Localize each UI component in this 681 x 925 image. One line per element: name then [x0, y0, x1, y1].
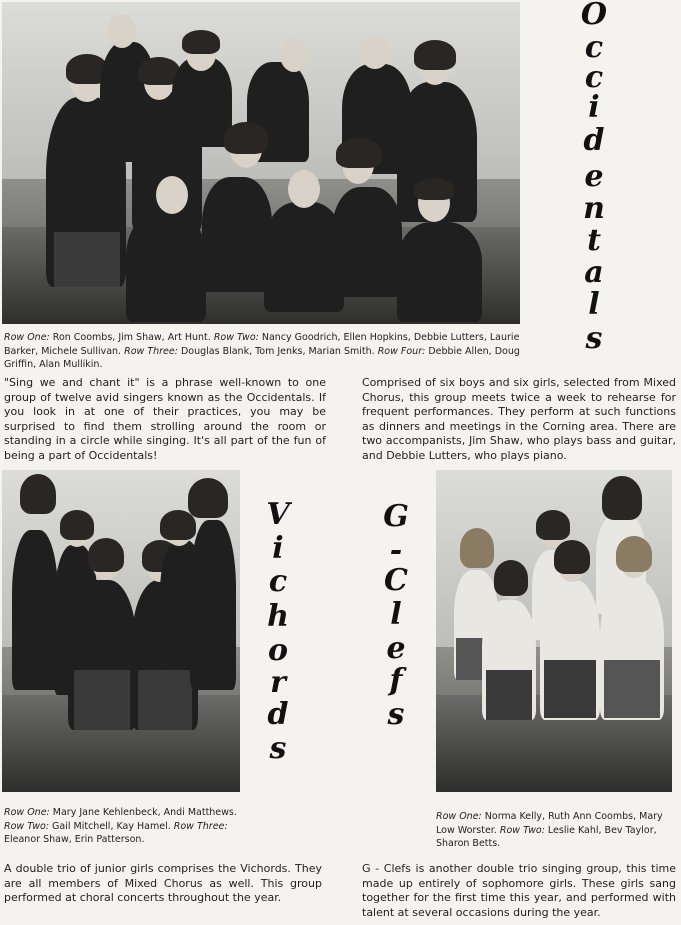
gclefs-paragraph: G - Clefs is another double trio singing group, this time made up entirely of sophomore girls. These girls sang together for the first time this year, and performed with talent at several occasions during the year. — [362, 862, 676, 919]
caption-row-label: Row One: — [4, 332, 50, 343]
caption-row-label: Row Two: — [213, 332, 259, 343]
caption-row-names: Nancy Goodrich, Ellen Hopkins, Debbie Lutters, Laurie Barker, Michele Sullivan. — [4, 332, 520, 357]
title-letter: l — [588, 287, 600, 322]
caption-row-label: Row Two: — [499, 824, 545, 836]
title-letter: d — [583, 123, 605, 158]
occidentals-paragraph-left: "Sing we and chant it" is a phrase well-known to one group of twelve avid singers known as the Occidentals. If you look in at one of their practices, you may be surprised to find them strolling around the room or standing in a circle while singing. It's all part of the fun of being a part of Occidentals! — [4, 376, 326, 462]
title-letter: d — [267, 697, 289, 732]
caption-row-names: Mary Jane Kehlenbeck, Andi Matthews. — [49, 807, 237, 818]
title-letter: t — [587, 223, 601, 258]
title-letter: o — [267, 633, 288, 668]
title-letter: l — [390, 597, 402, 632]
title-letter: c — [268, 564, 288, 599]
title-letter: a — [584, 255, 604, 290]
caption-row-names: Douglas Blank, Tom Jenks, Marian Smith. — [177, 345, 378, 357]
caption-row-names: Leslie Kahl, Bev Taylor, Sharon Betts. — [436, 824, 657, 849]
caption-row-label: Row Two: — [4, 820, 50, 832]
title-letter: s — [387, 697, 405, 732]
caption-row-label: Row Three: — [124, 345, 178, 357]
title-letter: V — [266, 497, 290, 532]
occidentals-photo — [2, 2, 520, 324]
title-letter: c — [584, 30, 604, 65]
caption-row-label: Row Four: — [377, 345, 426, 357]
title-letter: e — [584, 159, 604, 194]
occidentals-paragraph-right: Comprised of six boys and six girls, selected from Mixed Chorus, this group meets twice a week to rehearse for frequent performances. They perform at such functions as dinners and meetings in the Corning area. There are two accompanists, Jim Shaw, who plays bass and guitar, and Debbie Lutters, who plays piano. — [362, 376, 676, 462]
caption-row-names: Eleanor Shaw, Erin Patterson. — [4, 834, 145, 845]
vichords-paragraph: A double trio of junior girls comprises the Vichords. They are all members of Mixed Chorus as well. This group performed at choral concerts throughout the year. — [4, 862, 322, 904]
title-letter: C — [384, 563, 408, 598]
occidentals-caption — [4, 331, 524, 372]
caption-row-label: Row Three: — [173, 820, 228, 832]
vichords-photo — [2, 470, 240, 792]
gclefs-caption — [436, 810, 674, 851]
title-letter: s — [585, 321, 603, 356]
caption-row-names: Norma Kelly, Ruth Ann Coombs, Mary Low Worster. — [436, 811, 663, 836]
caption-row-label: Row One: — [4, 807, 50, 818]
caption-row-names: Gail Mitchell, Kay Hamel. — [49, 820, 174, 832]
caption-row-names: Debbie Allen, Doug Griffin, Alan Mullikin. — [4, 345, 520, 370]
title-letter: n — [583, 191, 605, 226]
caption-row-names: Ron Coombs, Jim Shaw, Art Hunt. — [49, 332, 214, 343]
gclefs-photo — [436, 470, 672, 792]
title-letter: G — [383, 499, 409, 534]
title-letter: O — [580, 0, 608, 32]
title-letter: i — [272, 531, 284, 566]
title-letter: h — [267, 599, 289, 634]
vichords-caption — [4, 806, 254, 847]
title-letter: e — [386, 631, 406, 666]
title-letter: f — [389, 663, 403, 698]
title-letter: r — [270, 665, 286, 700]
title-letter: c — [584, 60, 604, 95]
title-letter: - — [389, 533, 403, 568]
title-letter: s — [269, 731, 287, 766]
caption-row-label: Row One: — [436, 811, 482, 822]
title-letter: i — [588, 90, 600, 125]
